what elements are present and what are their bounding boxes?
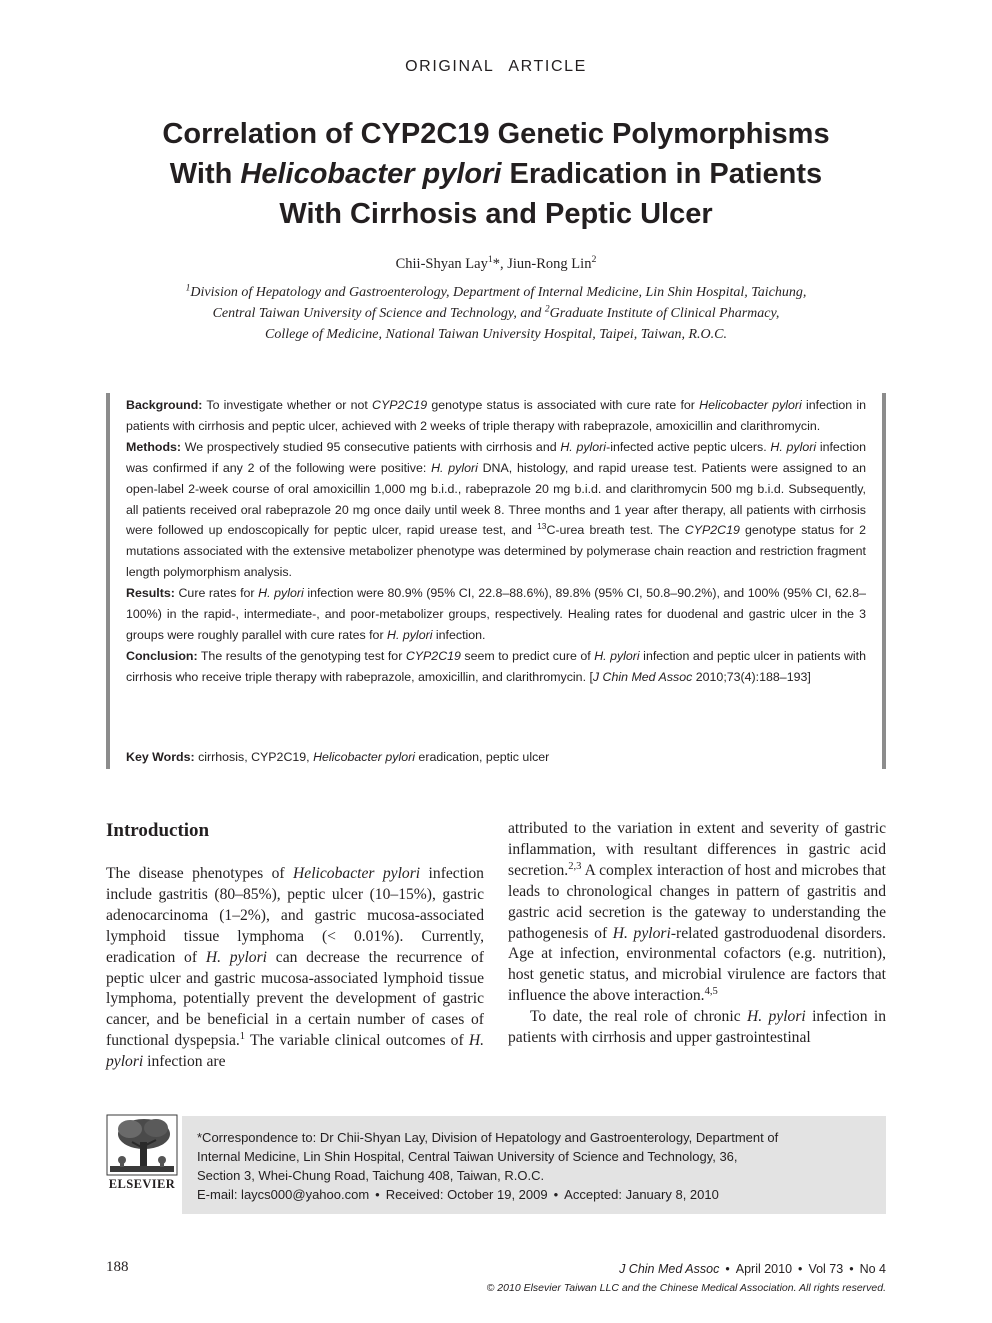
elsevier-logo — [106, 1114, 178, 1192]
correspondence-line-1: *Correspondence to: Dr Chii-Shyan Lay, Division of Hepatology and Gastroenterology, Department of — [197, 1130, 779, 1145]
received-date: Received: October 19, 2009 — [385, 1187, 548, 1202]
abstract-background: Background: To investigate whether or not CYP2C19 genotype status is associated with cure rate for Helicobacter pylori infection in patients with cirrhosis and peptic ulcer, achieved with 2 weeks of triple therapy with rabeprazole, amoxicillin and clarithromycin. — [126, 398, 867, 433]
journal-citation: J Chin Med Assoc • April 2010 • Vol 73 • No 4 — [619, 1262, 886, 1276]
elsevier-wordmark: ELSEVIER — [108, 1177, 176, 1191]
correspondence-email: E-mail: laycs000@yahoo.com — [197, 1187, 370, 1202]
title-line-3: With Cirrhosis and Peptic Ulcer — [279, 198, 713, 230]
body-column-right — [508, 819, 886, 1049]
section-label — [0, 58, 992, 76]
intro-paragraph-1-continued: attributed to the variation in extent and severity of gastric inflammation, with resultant differences in gastric acid secretion.$^{2,3}$ A complex interaction of host and microbes that leads to chronological changes in pattern of gastritis and gastric acid secretion is the gateway to understanding the pathogenesis of H. pylori-related gastroduodenal disorders. Age at infection, environmental cofactors (e.g. nutrition), host genetic status, and microbial virulence are factors that influence the above interaction.$^{4,5}$ — [508, 820, 886, 1005]
abstract-results: Results: Cure rates for H. pylori infection were 80.9% (95% CI, 22.8–88.6%), 89.8% (95% CI, 50.8–90.2%), and 100% (95% CI, 62.8–100%) in the rapid-, intermediate-, and poor-metabolizer groups, respectively. Healing rates for duodenal and gastric ulcer in the 3 groups were roughly parallel with cure rates for H. pylori infection. — [126, 586, 866, 642]
section-word-original: ORIGINAL — [405, 58, 495, 75]
corresponding-mark: * — [492, 256, 501, 272]
page-number: 188 — [106, 1259, 129, 1275]
affiliations — [96, 282, 896, 345]
correspondence-dates: E-mail: laycs000@yahoo.com • Received: October 19, 2009 • Accepted: January 8, 2010 — [197, 1187, 719, 1202]
accepted-date: Accepted: January 8, 2010 — [564, 1187, 719, 1202]
abstract-box — [106, 393, 886, 769]
key-words: Key Words: cirrhosis, CYP2C19, Helicobacter pylori eradication, peptic ulcer — [126, 750, 550, 764]
affiliation-line-2: Central Taiwan University of Science and Technology, and $^2$Graduate Institute of Clinical Pharmacy, — [212, 304, 780, 321]
correspondence-line-2: Internal Medicine, Lin Shin Hospital, Central Taiwan University of Science and Technology, 36, — [197, 1149, 738, 1164]
affiliation-line-3: College of Medicine, National Taiwan University Hospital, Taipei, Taiwan, R.O.C. — [264, 327, 728, 342]
correspondence-box — [182, 1116, 886, 1214]
abstract-conclusion: Conclusion: The results of the genotyping test for CYP2C19 seem to predict cure of H. pylori infection and peptic ulcer in patients with cirrhosis who receive triple therapy with rabeprazole, amoxicillin, and clarithromycin. [J Chin Med Assoc 2010;73(4):188–193] — [126, 648, 866, 684]
title-line-2: With Helicobacter pylori Eradication in Patients — [169, 158, 823, 190]
intro-paragraph-1: The disease phenotypes of Helicobacter pylori infection include gastritis (80–85%), peptic ulcer (10–15%), gastric adenocarcinoma (1–2%), and gastric mucosa-associated lymphoid tissue lymphoma (< 0.01%). Currently, eradication of H. pylori can decrease the recurrence of peptic ulcer and gastric mucosa-associated lymphoid tissue lymphoma, potentially prevent the development of gastric cancer, and be beneficial in a certain number of cases of functional dyspepsia.$^1$ The variable clinical outcomes of H. pylori infection are — [106, 865, 484, 1071]
author-list: Chii-Shyan Lay$^1$*, Jiun-Rong Lin$^2$ — [395, 254, 597, 272]
author-2: Jiun-Rong Lin — [507, 256, 592, 272]
intro-paragraph-2: To date, the real role of chronic H. pylori infection in patients with cirrhosis and upper gastrointestinal — [508, 1008, 886, 1047]
copyright-notice: © 2010 Elsevier Taiwan LLC and the Chinese Medical Association. All rights reserved. — [486, 1282, 886, 1294]
title-line-1: Correlation of CYP2C19 Genetic Polymorphisms — [162, 118, 830, 150]
introduction-heading: Introduction — [106, 820, 210, 841]
section-word-article: ARTICLE — [508, 58, 587, 75]
body-column-left — [106, 819, 484, 1073]
correspondence-line-3: Section 3, Whei-Chung Road, Taichung 408, Taiwan, R.O.C. — [197, 1168, 545, 1183]
author-1: Chii-Shyan Lay — [395, 256, 488, 272]
elsevier-tree-icon — [106, 1114, 178, 1176]
correspondence-text — [197, 1128, 876, 1204]
affiliation-line-1: $^1$Division of Hepatology and Gastroenterology, Department of Internal Medicine, Lin Shin Hospital, Taichung, — [185, 283, 807, 300]
article-title — [96, 114, 896, 234]
abstract-body — [126, 395, 866, 688]
abstract-methods: Methods: We prospectively studied 95 consecutive patients with cirrhosis and H. pylori-infected active peptic ulcers. H. pylori infection was confirmed if any 2 of the following were positive: H. pylori DNA, histology, and rapid urease test. Patients were assigned to an open-label 2-week course of oral amoxicillin 1,000 mg b.i.d., rabeprazole 20 mg b.i.d. and clarithromycin 500 mg b.i.d. Subsequently, all patients received oral rabeprazole 20 mg once daily until week 8. Three months and 1 year after therapy, all patients with cirrhosis were followed up endoscopically for peptic ulcer, rapid urease test, and $^{13}$C-urea breath test. The CYP2C19 genotype status for 2 mutations associated with the extensive metabolizer phenotype was determined by polymerase chain reaction and restriction fragment length polymorphism analysis. — [126, 439, 866, 580]
